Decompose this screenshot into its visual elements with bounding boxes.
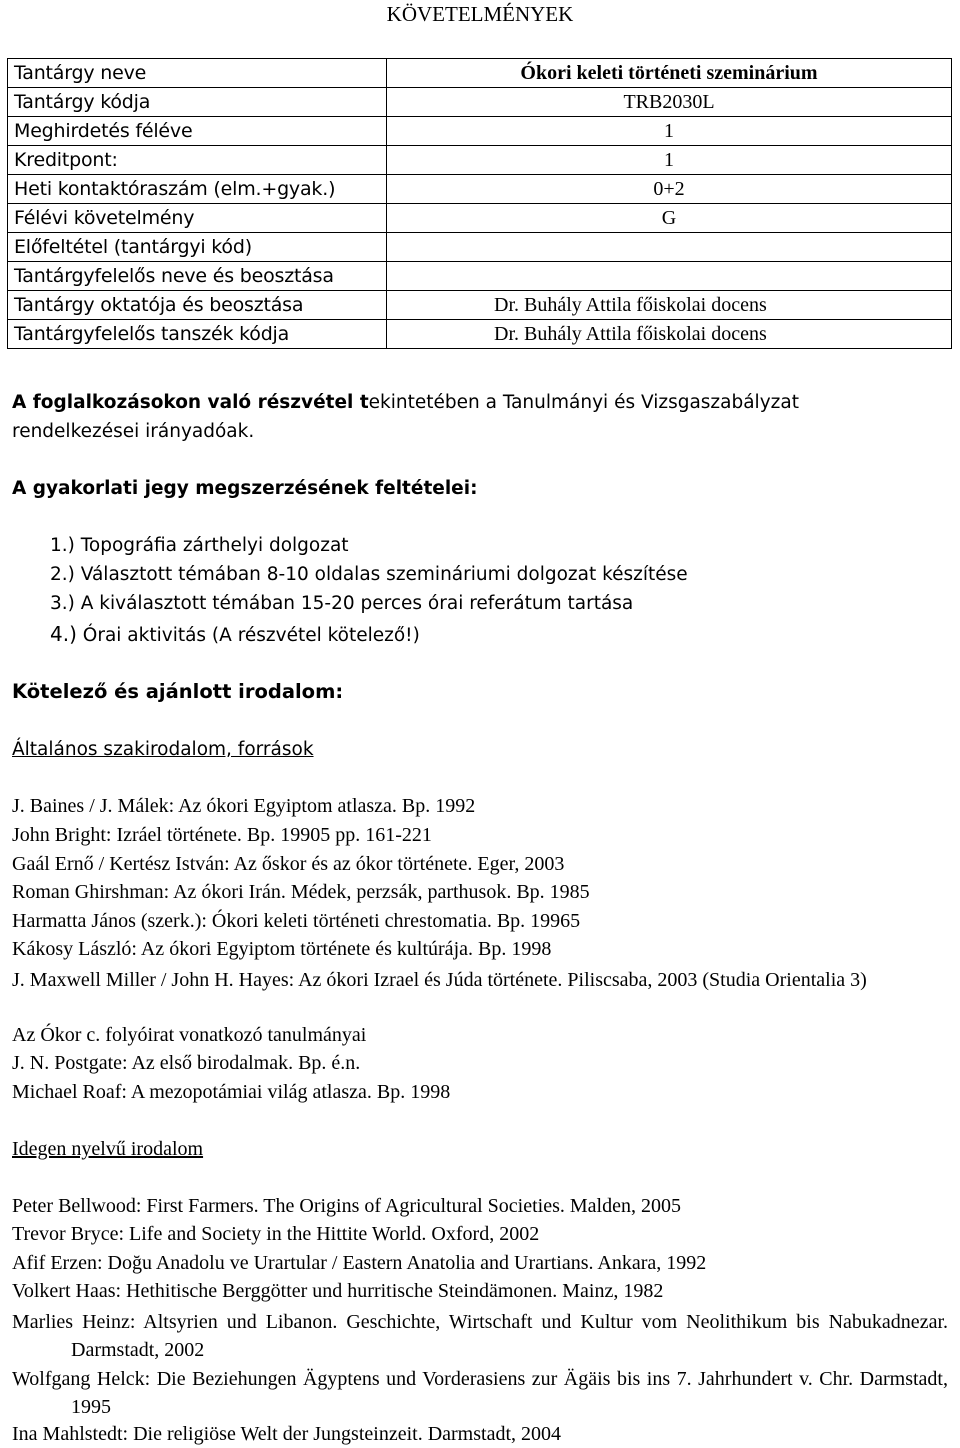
row-value: G bbox=[387, 204, 952, 233]
row-value bbox=[387, 262, 952, 291]
row-label: Tantárgy neve bbox=[8, 59, 387, 88]
item-number: 3.) bbox=[50, 593, 75, 614]
table-row bbox=[8, 117, 952, 146]
item-text: Topográfia zárthelyi dolgozat bbox=[74, 535, 349, 556]
list-item: Volkert Haas: Hethitische Berggötter und hurritische Steindämonen. Mainz, 1982 bbox=[12, 1280, 664, 1302]
row-label: Kreditpont: bbox=[8, 146, 387, 175]
list-item: Peter Bellwood: First Farmers. The Origins of Agricultural Societies. Malden, 2005 bbox=[12, 1195, 681, 1217]
attendance-line-2: rendelkezései irányadóak. bbox=[12, 421, 255, 442]
list-item: John Bright: Izráel története. Bp. 19905 pp. 161-221 bbox=[12, 824, 432, 846]
list-item bbox=[50, 534, 349, 558]
row-value bbox=[387, 233, 952, 262]
item-number: 1.) bbox=[50, 535, 75, 556]
grade-heading: A gyakorlati jegy megszerzésének feltételei: bbox=[12, 478, 478, 499]
item-text: A kiválasztott témában 15-20 perces órai referátum tartása bbox=[74, 593, 634, 614]
item-text: Választott témában 8-10 oldalas szemináriumi dolgozat készítése bbox=[74, 564, 688, 585]
table-row bbox=[8, 262, 952, 291]
list-item: J. N. Postgate: Az első birodalmak. Bp. é.n. bbox=[12, 1052, 361, 1074]
row-label: Tantárgy oktatója és beosztása bbox=[8, 291, 387, 320]
row-label: Tantárgy kódja bbox=[8, 88, 387, 117]
attendance-bold: A foglalkozásokon való részvétel bbox=[12, 392, 354, 413]
item-number: 2.) bbox=[50, 564, 75, 585]
attendance-bold-t: t bbox=[353, 392, 369, 413]
foreign-heading: Idegen nyelvű irodalom bbox=[12, 1138, 204, 1160]
table-row bbox=[8, 88, 952, 117]
row-label: Félévi követelmény bbox=[8, 204, 387, 233]
list-item: Harmatta János (szerk.): Ókori keleti történeti chrestomatia. Bp. 19965 bbox=[12, 910, 581, 932]
table-row bbox=[8, 175, 952, 204]
table-row bbox=[8, 146, 952, 175]
row-value: 0+2 bbox=[387, 175, 952, 204]
table-row bbox=[8, 233, 952, 262]
row-label: Meghirdetés féléve bbox=[8, 117, 387, 146]
table-row bbox=[8, 59, 952, 88]
table-row bbox=[8, 320, 952, 349]
item-number: 4.) bbox=[50, 622, 77, 646]
general-heading: Általános szakirodalom, források bbox=[12, 739, 314, 760]
attendance-text: ekintetében a Tanulmányi és Vizsgaszabályzat bbox=[368, 392, 799, 413]
list-item: Michael Roaf: A mezopotámiai világ atlasza. Bp. 1998 bbox=[12, 1081, 451, 1103]
row-value: 1 bbox=[387, 146, 952, 175]
attendance-line-1 bbox=[12, 391, 799, 415]
literature-heading: Kötelező és ajánlott irodalom: bbox=[12, 680, 344, 703]
list-item: Kákosy László: Az ókori Egyiptom története és kultúrája. Bp. 1998 bbox=[12, 938, 552, 960]
row-value: Ókori keleti történeti szeminárium bbox=[387, 59, 952, 88]
list-item: Az Ókor c. folyóirat vonatkozó tanulmányai bbox=[12, 1024, 367, 1046]
item-text: Órai aktivitás (A részvétel kötelező!) bbox=[76, 625, 420, 646]
row-value: 1 bbox=[387, 117, 952, 146]
list-item: Marlies Heinz: Altsyrien und Libanon. Geschichte, Wirtschaft und Kultur vom Neolithikum bis Nabukadnezar. Darmstadt, 2002 bbox=[12, 1311, 948, 1361]
list-item: Gaál Ernő / Kertész István: Az őskor és az ókor története. Eger, 2003 bbox=[12, 853, 565, 875]
row-label: Heti kontaktóraszám (elm.+gyak.) bbox=[8, 175, 387, 204]
page-title: KÖVETELMÉNYEK bbox=[386, 2, 574, 26]
list-item: J. Maxwell Miller / John H. Hayes: Az ókori Izrael és Júda története. Piliscsaba, 2003 (Studia Orientalia 3) bbox=[12, 969, 867, 991]
row-value: Dr. Buhály Attila főiskolai docens bbox=[387, 291, 952, 320]
row-label: Tantárgyfelelős neve és beosztása bbox=[8, 262, 387, 291]
list-item: Trevor Bryce: Life and Society in the Hittite World. Oxford, 2002 bbox=[12, 1223, 540, 1245]
list-item: Wolfgang Helck: Die Beziehungen Ägyptens und Vorderasiens zur Ägäis bis ins 7. Jahrhundert v. Chr. Darmstadt, 1995 bbox=[12, 1368, 948, 1418]
list-item bbox=[50, 622, 420, 648]
table-row bbox=[8, 291, 952, 320]
table-row bbox=[8, 204, 952, 233]
list-item: Afif Erzen: Doğu Anadolu ve Urartular / Eastern Anatolia and Urartians. Ankara, 1992 bbox=[12, 1252, 707, 1274]
list-item: Ina Mahlstedt: Die religiöse Welt der Jungsteinzeit. Darmstadt, 2004 bbox=[12, 1423, 562, 1445]
list-item: J. Baines / J. Málek: Az ókori Egyiptom atlasza. Bp. 1992 bbox=[12, 795, 476, 817]
row-value: Dr. Buhály Attila főiskolai docens bbox=[387, 320, 952, 349]
list-item: Roman Ghirshman: Az ókori Irán. Médek, perzsák, parthusok. Bp. 1985 bbox=[12, 881, 590, 903]
requirements-table bbox=[7, 58, 952, 349]
row-label: Tantárgyfelelős tanszék kódja bbox=[8, 320, 387, 349]
row-label: Előfeltétel (tantárgyi kód) bbox=[8, 233, 387, 262]
list-item bbox=[50, 563, 688, 587]
list-item bbox=[50, 592, 633, 616]
row-value: TRB2030L bbox=[387, 88, 952, 117]
